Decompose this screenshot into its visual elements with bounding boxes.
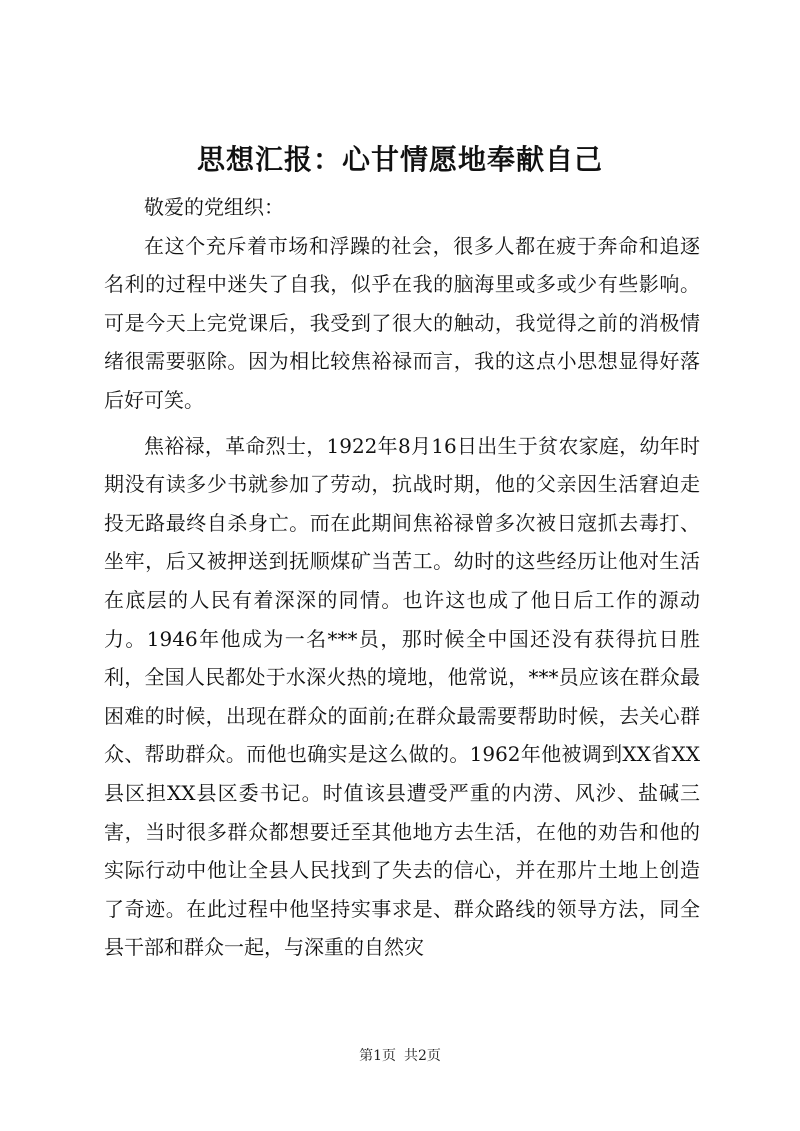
page-total: 共2页 (404, 1048, 441, 1064)
paragraph: 焦裕禄，革命烈士，1922年8月16日出生于贫农家庭，幼年时期没有读多少书就参加了劳动，抗战时期，他的父亲因生活窘迫走投无路最终自杀身亡。而在此期间焦裕禄曾多次被日寇抓去毒打、坐牢，后又被押送到抚顺煤矿当苦工。幼时的这些经历让他对生活在底层的人民有着深深的同情。也许这也成了他日后工作的源动力。1946年他成为一名***员，那时候全中国还没有获得抗日胜利，全国人民都处于水深火热的境地，他常说，***员应该在群众最困难的时候，出现在群众的面前;在群众最需要帮助时候，去关心群众、帮助群众。而他也确实是这么做的。1962年他被调到XX省XX县区担XX县区委书记。时值该县遭受严重的内涝、风沙、盐碱三害，当时很多群众都想要迁至其他地方去生活，在他的劝告和他的实际行动中他让全县人民找到了失去的信心，并在那片土地上创造了奇迹。在此过程中他坚持实事求是、群众路线的领导方法，同全县干部和群众一起，与深重的自然灾 (104, 433, 700, 960)
salutation: 敬爱的党组织： (144, 195, 284, 219)
paragraph: 在这个充斥着市场和浮躁的社会，很多人都在疲于奔命和追逐名利的过程中迷失了自我，似乎在我的脑海里或多或少有些影响。可是今天上完党课后，我受到了很大的触动，我觉得之前的消极情绪很需要驱除。因为相比较焦裕禄而言，我的这点小思想显得好落后好可笑。 (104, 233, 700, 412)
document-body (104, 188, 700, 967)
page-footer (0, 1046, 800, 1066)
document-title: 思想汇报：心甘情愿地奉献自己 (196, 143, 603, 176)
page-number: 第1页 (359, 1048, 396, 1064)
